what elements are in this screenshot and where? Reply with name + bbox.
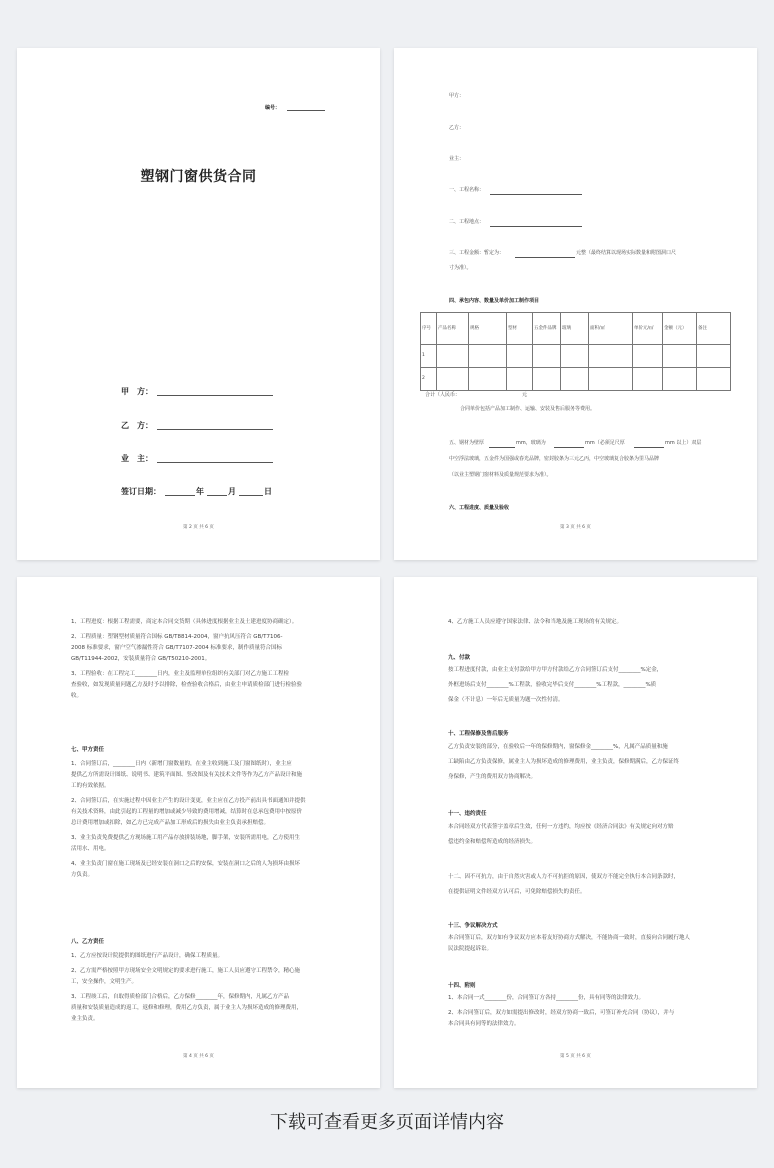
table-total-label: 合计（人民币： [425, 392, 461, 398]
text-line: 业主负责。 [71, 1016, 99, 1022]
page-footer: 第 3 页 共 6 页 [560, 525, 591, 530]
table-header-cell: 产品名称 [437, 313, 469, 345]
year-label: 年 [196, 487, 204, 496]
section-5-a: 五、钢材为壁厚 [449, 440, 485, 446]
text-line: 查验收，如发现质量问题乙方及时予以排除，检查验收合格后，由业主申请质检部门进行检验验 [71, 682, 303, 688]
section-7-body [71, 759, 371, 881]
text-line: 2、乙方需严格按照甲方现场安全文明规定的要求进行施工，施工人员应遵守工程禁令，精心施 [71, 968, 301, 974]
page-footer: 第 4 页 共 6 页 [183, 1054, 214, 1059]
table-header-cell: 型材 [507, 313, 533, 345]
text-line: 按工程进度付款，由业主支付款给甲方甲方付款给乙方合同签订后支付________%定金， [448, 667, 663, 673]
owner-blank [157, 462, 273, 463]
text-line: 工缺陷由乙方负责保修，属业主人为损坏造成的修理费用，业主负责，保修期满后，乙方保证终 [448, 759, 680, 765]
table-header-cell: 单价元/㎡ [633, 313, 663, 345]
table-header-cell: 面积/㎡ [589, 313, 633, 345]
blank [634, 447, 664, 448]
table-total-unit: 元 [522, 392, 528, 398]
text-line: 4、业主负责门窗在施工现场及已经安装在洞口之后的安保，安装在洞口之后的人为损坏由损坏 [71, 861, 301, 867]
text-line: 民法院提起诉讼。 [448, 946, 493, 952]
text-line: 偿违约金和赔偿所造成的经济损失。 [448, 839, 537, 845]
table-header-cell: 序号 [421, 313, 437, 345]
section-6-heading: 六、工程进度、质量及验收 [449, 505, 510, 511]
party-a-line: 甲方： [449, 93, 465, 99]
text-line: 2、工程质量：塑钢型材质量符合国标 GB/T8814-2004，窗户抗风压符合 GB/T7106- [71, 634, 283, 640]
amount-blank [515, 257, 575, 258]
text-line: 有关技术资料，由此引起的工程量的增加或减少导致的费用增减，结算时在总承包费用中按原价 [71, 809, 303, 815]
section-12-body [448, 872, 748, 898]
text-line: 外框进场后支付________%工程款，验收完毕后支付________%工程款，________%质 [448, 682, 657, 688]
text-line: 活用水、用电。 [71, 846, 110, 852]
text-line: 方负责。 [71, 872, 94, 878]
text-line: 收。 [71, 693, 83, 699]
page-footer: 第 2 页 共 6 页 [183, 525, 214, 530]
section-14-body [448, 993, 748, 1030]
table-note: 合同单价包括产品加工制作、运输、安装及售后服务等费用。 [460, 406, 596, 412]
text-line: 1、本合同一式________份，合同签订方各持________份，具有同等的法律效力。 [448, 995, 645, 1001]
month-label: 月 [228, 487, 236, 496]
section-4-heading: 四、承包内容、数量及单价加工制作项目 [449, 298, 540, 304]
section-5-d: mm 以上）双层 [665, 440, 702, 446]
table-header-cell: 规格 [469, 313, 507, 345]
party-a-label: 甲 方： [121, 387, 153, 396]
text-line: 总计费用增加或扣除，如乙方已完成产品加工形成后的损失由业主负责承担赔偿。 [71, 820, 270, 826]
blank [489, 447, 515, 448]
table-header-row [421, 313, 731, 345]
section-11-heading: 十一、违约责任 [448, 811, 487, 817]
text-line: 2、合同签订后，在实施过程中因业主产生的设计变更，业主应在乙方投产前出具书面通知并提供 [71, 798, 306, 804]
contract-page-cover [17, 48, 380, 560]
day-label: 日 [264, 487, 272, 496]
table-row [421, 345, 731, 368]
section-7-heading: 七、甲方责任 [71, 747, 105, 753]
text-line: 4、乙方施工人员应遵守国家法律、法令和当地及施工现场的有关规定。 [448, 619, 623, 625]
month-blank [207, 495, 227, 496]
text-line: 本合同签订后，双方如有争议双方应本着友好协商方式解决，不能协商一致时，直接向合同履行地人 [448, 935, 691, 941]
section-5-c: mm（必须足尺厚 [585, 440, 625, 446]
party-a-blank [157, 395, 273, 396]
text-line: 质量和安装质量造成的返工，返修和修理，费用乙方负责，属于业主人为损坏造成的修理费用， [71, 1005, 303, 1011]
contract-page-3 [17, 577, 380, 1088]
blank [554, 447, 584, 448]
text-line: GB/T11944-2002，安装质量符合 GB/T50210-2001。 [71, 656, 211, 662]
section-11-body [448, 822, 748, 848]
table-header-cell: 玻璃 [561, 313, 589, 345]
table-header-cell: 五金件品牌 [533, 313, 561, 345]
section-5-line-3: （以业主塑钢门窗材料及质量规范要求为准）。 [449, 472, 552, 478]
owner-line: 业主： [449, 156, 465, 162]
party-b-line: 乙方： [449, 125, 465, 131]
text-line: 1、工程进度：根据工程需要，商定本合同交货期（具体进度根据业主及土建进度协商确定）。 [71, 619, 298, 625]
text-line: 2、本合同签订后，双方如需提出修改时，经双方协商一致后，可签订补充合同（协议），并与 [448, 1010, 675, 1016]
project-name-label: 一、工程名称： [449, 187, 485, 193]
section-13-body [448, 933, 748, 955]
text-line: 1、合同签订后，________日内（新增门窗数量的，在业主收到施工及门窗图纸时），业主应 [71, 761, 292, 767]
party-b-blank [157, 429, 273, 430]
section-6-body [71, 617, 371, 702]
section-9-heading: 九、付款 [448, 655, 471, 661]
items-table [420, 312, 731, 391]
table-header-cell: 备注 [697, 313, 731, 345]
year-blank [165, 495, 195, 496]
contract-page-2 [394, 48, 757, 560]
section-10-body [448, 742, 748, 783]
section-10-heading: 十、工程保修及售后服务 [448, 731, 509, 737]
text-line: 3、工程竣工后，自取得质检部门合格后，乙方保修________年，保修期内，凡属乙方产品 [71, 994, 290, 1000]
sign-date-label: 签订日期： [121, 487, 161, 496]
text-line: 本合同具有同等的法律效力。 [448, 1021, 520, 1027]
text-line: 工，安全操作，文明生产。 [71, 979, 138, 985]
project-site-label: 二、工程地点： [449, 219, 485, 225]
table-row [421, 368, 731, 391]
section-9-body [448, 665, 748, 706]
section-5-line-2: 中空浮法玻璃，五金件为国强或春光品牌，密封胶条为三元乙丙，中空玻璃复合胶条为里马品牌 [449, 456, 660, 462]
text-line: 1、乙方应按设计院提供的图纸进行产品设计，确保工程质量。 [71, 953, 224, 959]
document-title: 塑钢门窗供货合同 [140, 169, 257, 185]
amount-note: 元整（最终结算以现场实际数量和附图洞口尺 [576, 250, 677, 256]
project-site-blank [490, 226, 582, 227]
page-footer: 第 5 页 共 6 页 [560, 1054, 591, 1059]
amount-note-end: 寸为准）。 [449, 265, 472, 271]
row-index: 1 [421, 345, 437, 368]
text-line: 乙方负责安装的部分，在验收后一年的保修期内，窗保修金________%，凡属产品质量和施 [448, 744, 668, 750]
contract-number-blank [287, 110, 325, 111]
amount-label: 三、工程金额：暂定为： [449, 250, 505, 256]
section-8-heading: 八、乙方责任 [71, 939, 105, 945]
table-header-cell: 金额（元） [663, 313, 697, 345]
text-line: 本合同经双方代表签字盖章后生效，任何一方违约，均应按《经济合同法》有关规定向对方赔 [448, 824, 674, 830]
text-line: 3、工程验收：在工程完工________日内，业主及监理单位组织有关部门对乙方施工工程检 [71, 671, 290, 677]
download-more-caption: 下载可查看更多页面详情内容 [270, 1112, 504, 1133]
section-8-body [71, 951, 371, 1025]
text-line: 在提供证明文件经双方认可后，可免除赔偿损失的责任。 [448, 889, 586, 895]
text-line: 3、业主负责免费提供乙方现场施工用产品存放拼装场地，脚手架，安装所需用电，乙方使用生 [71, 835, 301, 841]
section-13-heading: 十三、争议解决方式 [448, 923, 498, 929]
owner-label: 业 主： [121, 454, 153, 463]
text-line: 2008 标准要求，窗户空气渗漏性符合 GB/T7107-2004 标准要求，制作质量符合国标 [71, 645, 282, 651]
section-5-b: mm，玻璃为 [516, 440, 546, 446]
text-line: 保金（不计息）一年后无质量为题一次性付清。 [448, 697, 564, 703]
row-index: 2 [421, 368, 437, 391]
text-line: 十二、因不可抗力，由于自然灾害或人力不可抗拒的原因，使双方不能完全执行本合同条款时， [448, 874, 680, 880]
section-14-heading: 十四、附则 [448, 983, 476, 989]
party-b-label: 乙 方： [121, 421, 153, 430]
contract-number-label: 编号： [265, 105, 281, 111]
project-name-blank [490, 194, 582, 195]
text-line: 提供乙方所需设计图纸、说明书、建筑平面图、竖改图及有关技术文件等作为乙方产品设计和施 [71, 772, 303, 778]
text-line: 身保修，产生的费用双方协商解决。 [448, 774, 537, 780]
day-blank [239, 495, 263, 496]
text-line: 工的有效依据。 [71, 783, 110, 789]
contract-page-4 [394, 577, 757, 1088]
